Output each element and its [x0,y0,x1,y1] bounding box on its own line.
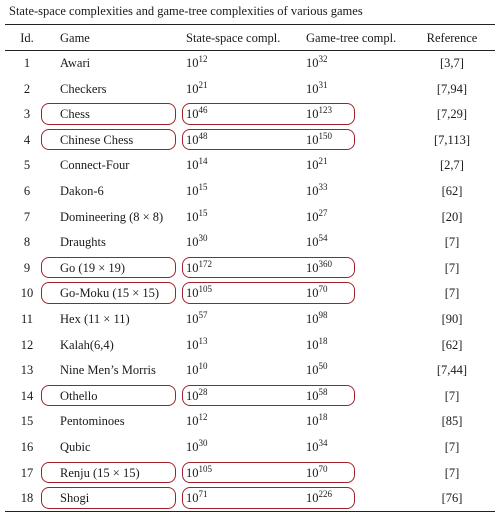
state-exponent: 14 [198,156,208,167]
row-id: 7 [23,209,31,224]
row-game: Chinese Chess [60,132,134,147]
tree-base: 10 [306,107,319,122]
tree-base: 10 [306,440,319,454]
tree-base: 10 [306,465,319,480]
table-row [0,408,500,433]
table-row [0,255,500,280]
state-exponent: 15 [198,182,208,192]
state-base: 10 [186,363,199,378]
state-exponent: 12 [198,412,208,423]
tree-exponent: 31 [318,79,328,90]
row-game-tree [306,56,328,70]
tree-base: 10 [306,158,319,173]
tree-base: 10 [306,235,319,250]
table-row [0,101,500,126]
row-game: Nine Men’s Morris [60,363,156,378]
tree-base: 10 [306,491,319,506]
row-reference: [7,94] [436,81,468,96]
row-game-tree [306,258,332,275]
tree-exponent: 54 [318,233,328,244]
row-game: Hex (11 × 11) [60,312,130,326]
row-game-tree [306,79,328,96]
row-id: 3 [23,107,31,122]
row-game: Kalah(6,4) [60,337,114,352]
row-game-tree [306,184,328,198]
state-base: 10 [186,132,199,147]
table-row [0,280,500,305]
row-game-tree [306,158,328,172]
tree-base: 10 [306,81,319,96]
row-reference: [85] [441,414,463,429]
state-base: 10 [186,337,199,352]
row-state-space [186,130,208,147]
row-reference: [7,29] [436,107,468,122]
row-game: Dakon-6 [60,184,104,198]
state-exponent: 105 [198,284,212,295]
row-game: Othello [60,388,98,403]
state-base: 10 [186,414,199,429]
row-reference: [2,7] [440,158,464,173]
row-game-tree [306,363,328,377]
row-game: Awari [60,56,91,70]
row-game-tree [306,386,328,403]
row-game-tree [306,207,328,224]
row-state-space [186,56,208,70]
row-game-tree [306,463,328,480]
row-game: Checkers [60,81,107,96]
row-reference: [7] [444,388,460,403]
row-state-space [186,440,208,454]
header-state-space: State-space compl. [186,31,281,45]
state-exponent: 13 [198,335,208,346]
row-state-space [186,463,212,480]
tree-exponent: 360 [318,258,332,269]
header-reference: Reference [426,31,478,45]
tree-exponent: 58 [318,386,328,397]
row-game-tree [306,235,328,249]
table-row [0,50,500,75]
row-game-tree [306,414,328,428]
header-game-tree: Game-tree compl. [306,31,397,45]
row-state-space [186,107,208,121]
tree-base: 10 [306,363,319,378]
row-id: 1 [23,56,31,70]
row-game: Shogi [60,491,90,506]
state-base: 10 [186,312,199,326]
state-base: 10 [186,209,199,224]
state-base: 10 [186,465,199,480]
row-state-space [186,79,208,96]
table-row [0,76,500,101]
state-base: 10 [186,491,199,506]
state-exponent: 15 [198,207,208,218]
row-reference: [7] [444,286,460,301]
row-game-tree [306,130,332,147]
state-exponent: 105 [198,463,212,474]
state-base: 10 [186,260,199,275]
tree-exponent: 27 [318,207,328,218]
state-exponent: 28 [198,386,208,397]
tree-exponent: 50 [318,361,328,372]
row-game: Go-Moku (15 × 15) [60,286,160,301]
bottom-rule [5,511,495,512]
row-reference: [90] [441,312,463,326]
state-exponent: 12 [198,54,208,64]
row-id: 16 [20,440,34,454]
state-exponent: 71 [198,489,208,500]
table-row [0,332,500,357]
row-state-space [186,286,212,300]
state-exponent: 46 [198,105,208,116]
tree-base: 10 [306,132,319,147]
table-row [0,357,500,382]
state-base: 10 [186,81,199,96]
row-state-space [186,158,208,172]
state-base: 10 [186,388,199,403]
row-id: 9 [23,260,31,275]
row-game-tree [306,107,332,121]
table-row [0,485,500,510]
row-state-space [186,363,208,377]
state-base: 10 [186,158,199,173]
row-reference: [62] [441,337,463,352]
tree-exponent: 150 [318,130,332,141]
state-exponent: 57 [198,310,208,320]
tree-exponent: 34 [318,438,328,448]
state-exponent: 48 [198,130,208,141]
state-base: 10 [186,56,199,70]
tree-base: 10 [306,312,319,326]
row-reference: [7,44] [436,363,468,378]
row-state-space [186,312,208,326]
table-row [0,204,500,229]
table-row [0,178,500,203]
row-id: 13 [20,363,34,378]
row-id: 4 [23,132,31,147]
row-game: Connect-Four [60,158,130,173]
tree-exponent: 226 [318,489,332,500]
row-state-space [186,414,208,428]
row-reference: [7,113] [434,132,470,147]
table-row [0,127,500,152]
state-base: 10 [186,184,199,198]
row-id: 18 [20,491,34,506]
row-id: 5 [23,158,31,173]
tree-exponent: 18 [318,412,328,423]
row-game-tree [306,312,328,326]
row-reference: [3,7] [440,56,464,70]
row-state-space [186,258,212,275]
row-game-tree [306,440,328,454]
tree-exponent: 32 [318,54,328,64]
state-base: 10 [186,235,199,250]
row-id: 14 [20,388,34,403]
tree-base: 10 [306,260,319,275]
tree-exponent: 123 [318,105,332,116]
row-game-tree [306,335,328,352]
tree-base: 10 [306,286,319,301]
row-id: 12 [20,337,34,352]
row-state-space [186,335,208,352]
tree-base: 10 [306,209,319,224]
state-exponent: 30 [198,233,208,244]
row-reference: [7] [444,260,460,275]
state-base: 10 [186,440,199,454]
state-exponent: 10 [198,361,208,372]
tree-base: 10 [306,337,319,352]
row-game: Domineering (8 × 8) [60,209,164,224]
state-exponent: 30 [198,438,208,448]
table-row [0,152,500,177]
state-exponent: 172 [198,258,212,269]
tree-exponent: 18 [318,335,328,346]
tree-base: 10 [306,184,319,198]
row-game: Go (19 × 19) [60,260,126,275]
row-id: 10 [20,286,34,301]
row-reference: [7] [444,465,460,480]
tree-base: 10 [306,388,319,403]
row-id: 11 [20,312,34,326]
tree-exponent: 21 [318,156,328,167]
table-row [0,383,500,408]
row-state-space [186,491,208,505]
table-row [0,434,500,459]
row-game: Qubic [60,440,91,454]
row-id: 2 [23,81,31,96]
row-game: Pentominoes [60,414,125,429]
table-row [0,460,500,485]
state-base: 10 [186,286,199,301]
row-id: 8 [23,235,31,250]
row-reference: [7] [444,440,460,454]
row-reference: [76] [441,491,463,506]
header-game: Game [60,31,90,45]
table-row [0,306,500,331]
row-game: Draughts [60,235,106,250]
row-state-space [186,207,208,224]
row-id: 17 [20,465,34,480]
row-id: 15 [20,414,34,429]
row-state-space [186,386,208,403]
tree-exponent: 33 [318,182,328,192]
row-state-space [186,235,208,249]
state-base: 10 [186,107,199,122]
row-reference: [62] [441,184,463,198]
row-reference: [7] [444,235,460,250]
tree-exponent: 70 [318,463,328,474]
table-caption: State-space complexities and game-tree complexities of various games [9,4,363,18]
tree-base: 10 [306,414,319,429]
table-row [0,229,500,254]
row-id: 6 [23,184,31,198]
state-exponent: 21 [198,79,208,90]
row-game: Renju (15 × 15) [60,465,140,480]
row-state-space [186,184,208,198]
row-game-tree [306,491,332,505]
tree-exponent: 70 [318,284,328,295]
row-reference: [20] [441,209,463,224]
tree-exponent: 98 [318,310,328,320]
tree-base: 10 [306,56,319,70]
header-id: Id. [20,31,34,45]
table-header-row [0,25,500,50]
row-game: Chess [60,107,90,122]
row-game-tree [306,286,328,300]
